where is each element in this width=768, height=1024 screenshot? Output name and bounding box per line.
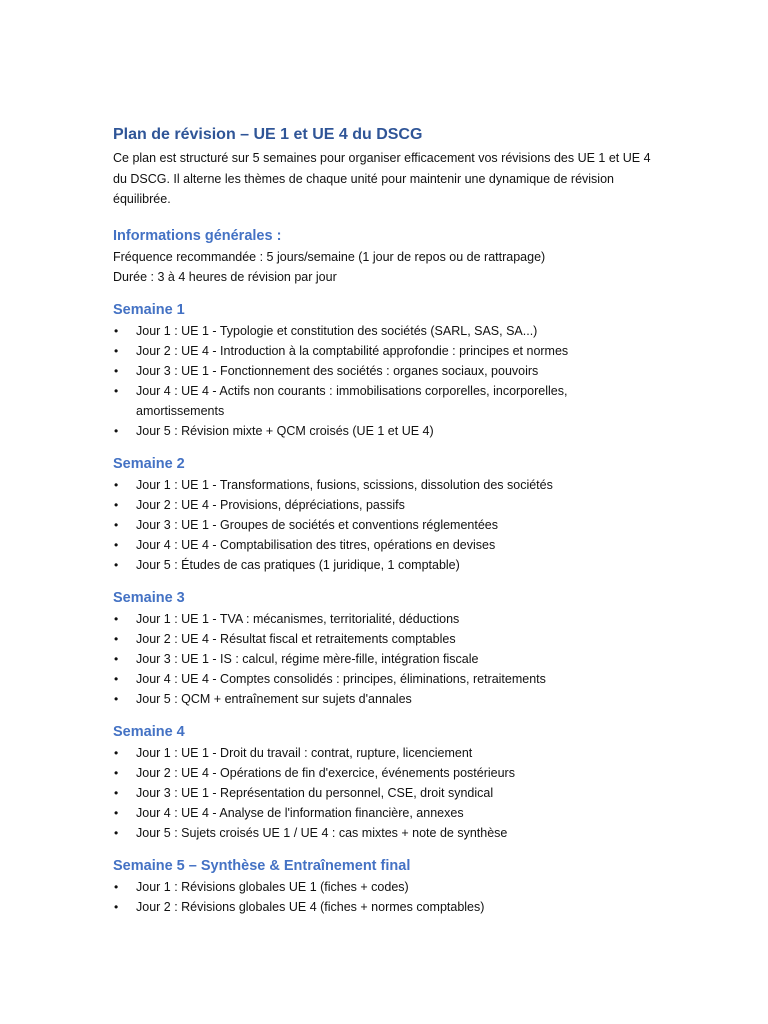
day-text: Jour 1 : UE 1 - Typologie et constitution des sociétés (SARL, SAS, SA...)	[136, 323, 538, 338]
list-item	[113, 877, 658, 897]
day-text: Jour 1 : Révisions globales UE 1 (fiches + codes)	[136, 879, 409, 894]
week-section-5	[113, 855, 658, 917]
list-item	[113, 475, 658, 495]
week-heading: Semaine 5 – Synthèse & Entraînement final	[113, 857, 411, 874]
general-info-heading: Informations générales :	[113, 227, 282, 244]
bullet-icon: •	[114, 343, 119, 358]
list-item	[113, 897, 658, 917]
day-text: Jour 1 : UE 1 - TVA : mécanismes, territorialité, déductions	[136, 611, 460, 626]
list-item	[113, 555, 658, 575]
list-item	[113, 535, 658, 555]
day-text: Jour 4 : UE 4 - Actifs non courants : immobilisations corporelles, incorporelles, amortissements	[136, 383, 568, 418]
week-heading: Semaine 2	[113, 455, 185, 472]
bullet-icon: •	[114, 879, 119, 894]
bullet-icon: •	[114, 691, 119, 706]
info-line-duration: Durée : 3 à 4 heures de révision par jour	[113, 269, 337, 284]
list-item	[113, 609, 658, 629]
day-text: Jour 4 : UE 4 - Analyse de l'information financière, annexes	[136, 805, 464, 820]
list-item	[113, 649, 658, 669]
list-item	[113, 341, 658, 361]
bullet-icon: •	[114, 899, 119, 914]
day-text: Jour 1 : UE 1 - Transformations, fusions, scissions, dissolution des sociétés	[136, 477, 553, 492]
day-text: Jour 4 : UE 4 - Comptabilisation des titres, opérations en devises	[136, 537, 496, 552]
weeks-container	[113, 299, 658, 917]
bullet-icon: •	[114, 323, 119, 338]
day-text: Jour 3 : UE 1 - Fonctionnement des sociétés : organes sociaux, pouvoirs	[136, 363, 539, 378]
day-text: Jour 3 : UE 1 - IS : calcul, régime mère-fille, intégration fiscale	[136, 651, 479, 666]
day-text: Jour 3 : UE 1 - Groupes de sociétés et conventions réglementées	[136, 517, 498, 532]
list-item	[113, 823, 658, 843]
list-item	[113, 381, 658, 421]
list-item	[113, 783, 658, 803]
list-item	[113, 669, 658, 689]
list-item	[113, 803, 658, 823]
bullet-icon: •	[114, 671, 119, 686]
day-text: Jour 2 : Révisions globales UE 4 (fiches + normes comptables)	[136, 899, 485, 914]
list-item	[113, 689, 658, 709]
list-item	[113, 361, 658, 381]
page-title: Plan de révision – UE 1 et UE 4 du DSCG	[113, 126, 423, 143]
info-line-frequency: Fréquence recommandée : 5 jours/semaine (1 jour de repos ou de rattrapage)	[113, 249, 546, 264]
day-list	[113, 609, 658, 709]
list-item	[113, 321, 658, 341]
bullet-icon: •	[114, 383, 119, 398]
list-item	[113, 629, 658, 649]
week-heading: Semaine 3	[113, 589, 185, 606]
day-list	[113, 877, 658, 917]
day-text: Jour 2 : UE 4 - Provisions, dépréciations, passifs	[136, 497, 405, 512]
list-item	[113, 743, 658, 763]
week-heading: Semaine 1	[113, 301, 185, 318]
bullet-icon: •	[114, 517, 119, 532]
day-list	[113, 321, 658, 441]
week-section-1	[113, 299, 658, 441]
day-list	[113, 743, 658, 843]
bullet-icon: •	[114, 745, 119, 760]
bullet-icon: •	[114, 497, 119, 512]
list-item	[113, 763, 658, 783]
day-text: Jour 5 : Sujets croisés UE 1 / UE 4 : cas mixtes + note de synthèse	[136, 825, 508, 840]
week-heading: Semaine 4	[113, 723, 185, 740]
bullet-icon: •	[114, 765, 119, 780]
bullet-icon: •	[114, 785, 119, 800]
bullet-icon: •	[114, 805, 119, 820]
bullet-icon: •	[114, 557, 119, 572]
week-section-4	[113, 721, 658, 843]
bullet-icon: •	[114, 611, 119, 626]
day-text: Jour 2 : UE 4 - Opérations de fin d'exercice, événements postérieurs	[136, 765, 515, 780]
bullet-icon: •	[114, 477, 119, 492]
week-section-3	[113, 587, 658, 709]
bullet-icon: •	[114, 423, 119, 438]
bullet-icon: •	[114, 631, 119, 646]
list-item	[113, 515, 658, 535]
week-section-2	[113, 453, 658, 575]
list-item	[113, 421, 658, 441]
day-text: Jour 1 : UE 1 - Droit du travail : contrat, rupture, licenciement	[136, 745, 473, 760]
day-text: Jour 2 : UE 4 - Résultat fiscal et retraitements comptables	[136, 631, 456, 646]
day-text: Jour 5 : Révision mixte + QCM croisés (UE 1 et UE 4)	[136, 423, 434, 438]
day-text: Jour 5 : QCM + entraînement sur sujets d'annales	[136, 691, 412, 706]
day-text: Jour 5 : Études de cas pratiques (1 juridique, 1 comptable)	[136, 557, 460, 572]
document-content	[113, 124, 658, 917]
bullet-icon: •	[114, 363, 119, 378]
day-list	[113, 475, 658, 575]
general-info-section	[113, 225, 658, 287]
day-text: Jour 4 : UE 4 - Comptes consolidés : principes, éliminations, retraitements	[136, 671, 546, 686]
bullet-icon: •	[114, 537, 119, 552]
day-text: Jour 2 : UE 4 - Introduction à la comptabilité approfondie : principes et normes	[136, 343, 569, 358]
bullet-icon: •	[114, 825, 119, 840]
bullet-icon: •	[114, 651, 119, 666]
list-item	[113, 495, 658, 515]
intro-paragraph: Ce plan est structuré sur 5 semaines pour organiser efficacement vos révisions des UE 1 et UE 4 du DSCG. Il alterne les thèmes de chaque unité pour maintenir une dynamique de révision équilibrée.	[113, 151, 651, 206]
day-text: Jour 3 : UE 1 - Représentation du personnel, CSE, droit syndical	[136, 785, 494, 800]
